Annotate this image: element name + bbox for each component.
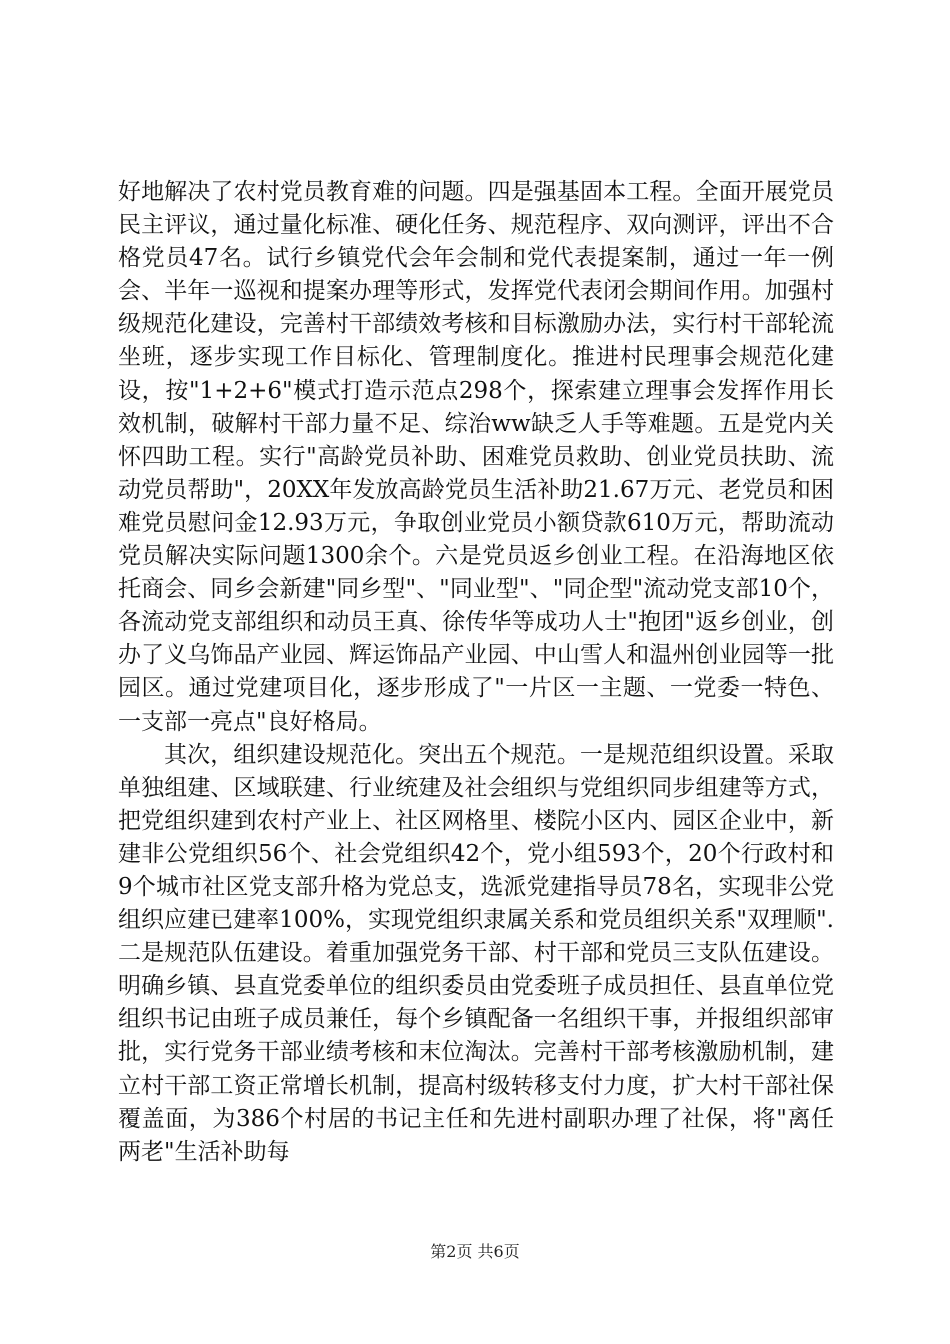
paragraph-1: 好地解决了农村党员教育难的问题。四是强基固本工程。全面开展党员民主评议，通过量化标准、硬化任务、规范程序、双向测评，评出不合格党员47名。试行乡镇党代会年会制和党代表提案制，通过一年一例会、半年一巡视和提案办理等形式，发挥党代表闭会期间作用。加强村级规范化建设，完善村干部绩效考核和目标激励办法，实行村干部轮流坐班，逐步实现工作目标化、管理制度化。推进村民理事会规范化建设，按"1+2+6"模式打造示范点298个，探索建立理事会发挥作用长效机制，破解村干部力量不足、综治ww缺乏人手等难题。五是党内关怀四助工程。实行"高龄党员补助、困难党员救助、创业党员扶助、流动党员帮助"，20XX年发放高龄党员生活补助21.67万元、老党员和困难党员慰问金12.93万元，争取创业党员小额贷款610万元，帮助流动党员解决实际问题1300余个。六是党员返乡创业工程。在沿海地区依托商会、同乡会新建"同乡型"、"同业型"、"同企型"流动党支部10个，各流动党支部组织和动员王真、徐传华等成功人士"抱团"返乡创业，创办了义乌饰品产业园、辉运饰品产业园、中山雪人和温州创业园等一批园区。通过党建项目化，逐步形成了"一片区一主题、一党委一特色、一支部一亮点"良好格局。 — [118, 179, 834, 735]
document-body — [118, 176, 834, 1169]
page-footer: 第2页 共6页 — [430, 1242, 520, 1261]
paragraph-2: 其次，组织建设规范化。突出五个规范。一是规范组织设置。采取单独组建、区域联建、行业统建及社会组织与党组织同步组建等方式，把党组织建到农村产业上、社区网格里、楼院小区内、园区企业中，新建非公党组织56个、社会党组织42个，党小组593个，20个行政村和9个城市社区党支部升格为党总支，选派党建指导员78名，实现非公党组织应建已建率100%，实现党组织隶属关系和党员组织关系"双理顺".二是规范队伍建设。着重加强党务干部、村干部和党员三支队伍建设。明确乡镇、县直党委单位的组织委员由党委班子成员担任、县直单位党组织书记由班子成员兼任，每个乡镇配备一名组织干事，并报组织部审批，实行党务干部业绩考核和末位淘汰。完善村干部考核激励机制，建立村干部工资正常增长机制，提高村级转移支付力度，扩大村干部社保覆盖面，为386个村居的书记主任和先进村副职办理了社保，将"离任两老"生活补助每 — [118, 741, 834, 1165]
